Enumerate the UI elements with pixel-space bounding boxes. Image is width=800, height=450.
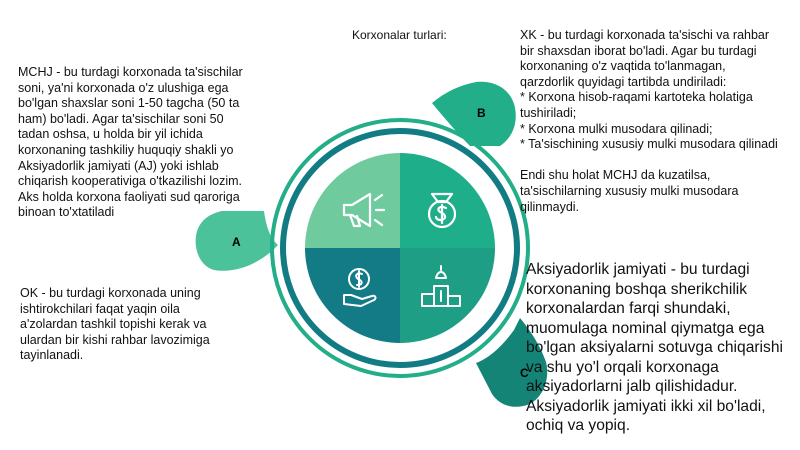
aj-description: Aksiyadorlik jamiyati - bu turdagi korxonaning boshqa sherikchilik korxonalardan farqi shundaki, muomulaga nominal qiymatga ega bo'lgan aksiyalarni sotuvga chiqarishi va shu yo'l orqali korxonaga aksiyadorlarni jalb qilishidadur. Aksiyadorlik jamiyati ikki xil bo'ladi, ochiq va yopiq. [526,261,783,434]
tab-b-label: B [477,106,486,120]
mchj-description: MCHJ - bu turdagi korxonada ta'sischilar soni, ya'ni korxonada o'z ulushiga ega bo'lgan shaxslar soni 1-50 tagcha (50 ta ham) bo'ladi. Agar ta'sischilar soni 50 tadan oshsa, u holda bir yil ichida korxonaning tashkiliy huquqiy shakli yo Aksiyadorlik jamiyati (AJ) yoki ishlab chiqarish kooperativiga o'tkazilishi lozim. Aks holda korxona faoliyati sud qaroriga binoan to'xtatiladi [18,65,243,220]
tab-c-label: C [520,366,529,380]
xk-description: XK - bu turdagi korxonada ta'sischi va rahbar bir shaxsdan iborat bo'ladi. Agar bu turdagi korxonaning o'z vaqtida to'lanmagan, qarzdorlik quyidagi tartibda undiriladi: * Korxona hisob-raqami kartoteka holatiga tushiriladi; * Korxona mulki musodara qilinadi; * Ta'sischining xususiy mulki musodara qilinadi Endi shu holat MCHJ da kuzatilsa, ta'sischilarning xususiy mulki musodara qilinmaydi. [520,28,778,214]
ok-description: OK - bu turdagi korxonada uning ishtirokchilari faqat yaqin oila a'zolardan tashkil topishi kerak va ulardan bir kishi rahbar lavozimiga tayinlanadi. [20,286,210,363]
diagram-title: Korxonalar turlari: [352,28,447,42]
tab-b-shape [432,82,516,146]
tab-a-label: A [232,235,241,249]
